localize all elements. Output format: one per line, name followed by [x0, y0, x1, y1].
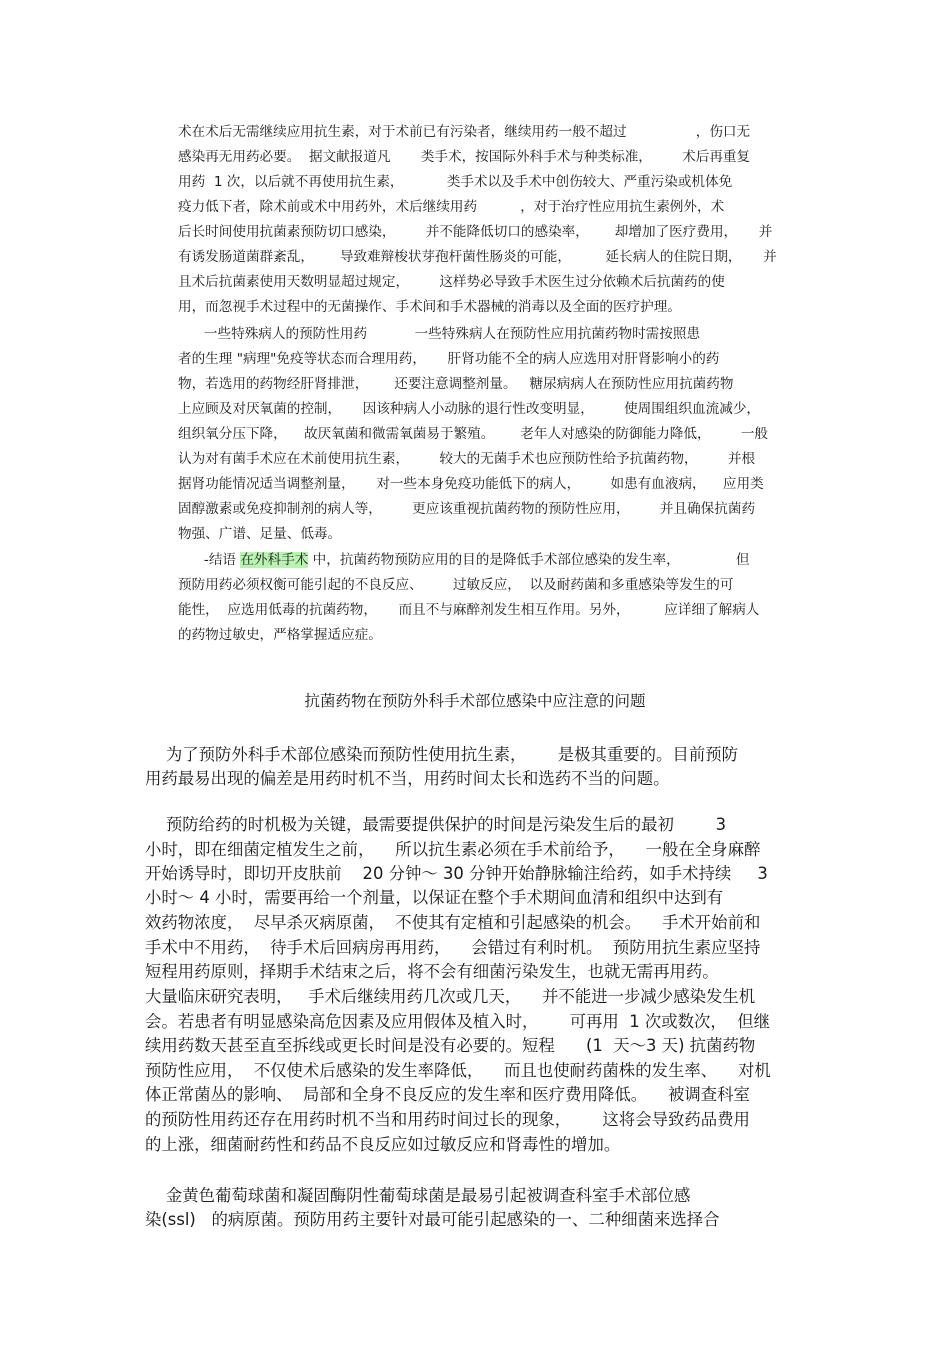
- text-line: 小时～ 4 小时，需要再给一个剂量，以保证在整个手术期间血清和组织中达到有: [145, 888, 724, 907]
- text-line: 据肾功能情况适当调整剂量， 对一些本身免疫功能低下的病人， 如患有血液病， 应用类: [178, 476, 764, 492]
- text-line: 的预防性用药还存在用药时机不当和用药时间过长的现象， 这将会导致药品费用: [145, 1110, 750, 1129]
- section-title: 抗菌药物在预防外科手术部位感染中应注意的问题: [304, 692, 646, 710]
- text-line: 体正常菌丛的影响、 局部和全身不良反应的发生率和医疗费用降低。 被调查科室: [145, 1085, 750, 1104]
- text-line: 预防给药的时机极为关键，最需要提供保护的时间是污染发生后的最初 3: [145, 815, 727, 834]
- text-line: 短程用药原则，择期手术结束之后，将不会有细菌污染发生，也就无需再用药。: [145, 962, 719, 981]
- text-line: 组织氧分压下降， 故厌氧菌和微需氧菌易于繁殖。 老年人对感染的防御能力降低， 一般: [178, 426, 769, 442]
- text-line: 上应顾及对厌氧菌的控制， 因该种病人小动脉的退行性改变明显， 使周围组织血流减少，: [178, 401, 761, 417]
- text-line: 大量临床研究表明， 手术后继续用药几次或几天， 并不能进一步减少感染发生机: [145, 987, 756, 1006]
- text-line: 续用药数天甚至直至拆线或更长时间是没有必要的。短程 (1 天～3 天) 抗菌药物: [145, 1036, 756, 1055]
- text-line: 一些特殊病人的预防性用药 一些特殊病人在预防性应用抗菌药物时需按照患: [178, 326, 701, 342]
- text-line: 用，而忽视手术过程中的无菌操作、手术间和手术器械的消毒以及全面的医疗护理。: [178, 299, 681, 315]
- text-line: 者的生理 "病理"免疫等状态而合理用药， 肝肾功能不全的病人应选用对肝肾影响小的药: [178, 351, 720, 367]
- text-line: 手术中不用药， 待手术后回病房再用药， 会错过有利时机。 预防用抗生素应坚持: [145, 938, 761, 957]
- text-line: 物强、广谱、足量、低毒。: [178, 526, 342, 542]
- conclusion-suffix: 中，抗菌药物预防应用的目的是降低手术部位感染的发生率， 但: [308, 552, 750, 568]
- text-line: 预防性应用， 不仅使术后感染的发生率降低， 而且也使耐药菌株的发生率、 对机: [145, 1061, 771, 1080]
- text-line: 会。若患者有明显感染高危因素及应用假体及植入时， 可再用 1 次或数次， 但继: [145, 1012, 771, 1031]
- text-line: 用药最易出现的偏差是用药时机不当，用药时间太长和选药不当的问题。: [145, 769, 670, 788]
- text-line: 能性， 应选用低毒的抗菌药物， 而且不与麻醉剂发生相互作用。另外， 应详细了解病人: [178, 602, 760, 618]
- text-line: 疫力低下者，除术前或术中用药外，术后继续用药 ，对于治疗性应用抗生素例外，术: [178, 199, 725, 215]
- text-line: 用药 1 次，以后就不再使用抗生素， 类手术以及手术中创伤较大、严重污染或机体免: [178, 174, 733, 190]
- text-line: 的上涨，细菌耐药性和药品不良反应如过敏反应和肾毒性的增加。: [145, 1135, 621, 1154]
- conclusion-prefix: -结语: [178, 552, 241, 568]
- text-line: 有诱发肠道菌群紊乱， 导致难辩梭状芽孢杆菌性肠炎的可能， 延长病人的住院日期， 并: [178, 249, 777, 265]
- text-line: 物，若选用的药物经肝肾排泄， 还要注意调整剂量。 糖尿病病人在预防性应用抗菌药物: [178, 376, 734, 392]
- highlighted-text: 在外科手术: [240, 552, 309, 568]
- text-line: 的药物过敏史，严格掌握适应症。: [178, 627, 382, 643]
- conclusion-line: [178, 548, 749, 568]
- text-line: 小时，即在细菌定植发生之前， 所以抗生素必须在手术前给予， 一般在全身麻醉: [145, 840, 761, 859]
- text-line: 金黄色葡萄球菌和凝固酶阴性葡萄球菌是最易引起被调查科室手术部位感: [145, 1186, 691, 1205]
- text-line: 认为对有菌手术应在术前使用抗生素， 较大的无菌手术也应预防性给予抗菌药物， 并根: [178, 451, 756, 467]
- text-line: 预防用药必须权衡可能引起的不良反应、 过敏反应， 以及耐药菌和多重感染等发生的可: [178, 577, 734, 593]
- text-line: 染(ssl) 的病原菌。预防用药主要针对最可能引起感染的一、二种细菌来选择合: [145, 1210, 720, 1229]
- text-line: 后长时间使用抗菌素预防切口感染， 并不能降低切口的感染率， 却增加了医疗费用， 并: [178, 224, 773, 240]
- text-line: 效药物浓度， 尽早杀灭病原菌， 不使其有定植和引起感染的机会。 手术开始前和: [145, 913, 761, 932]
- text-line: 且术后抗菌素使用天数明显超过规定， 这样势必导致手术医生过分依赖术后抗菌药的使: [178, 274, 725, 290]
- text-line: 开始诱导时，即切开皮肤前 20 分钟～ 30 分钟开始静脉输注给药，如手术持续 3: [145, 864, 768, 883]
- text-line: 术在术后无需继续应用抗生素，对于术前已有污染者，继续用药一般不超过 ，伤口无: [178, 124, 751, 140]
- text-line: 为了预防外科手术部位感染而预防性使用抗生素， 是极其重要的。目前预防: [145, 745, 738, 764]
- text-line: 固醇激素或免疫抑制剂的病人等， 更应该重视抗菌药物的预防性应用， 并且确保抗菌药: [178, 501, 756, 517]
- text-line: 感染再无用药必要。 据文献报道凡 类手术，按国际外科手术与种类标准， 术后再重复: [178, 149, 751, 165]
